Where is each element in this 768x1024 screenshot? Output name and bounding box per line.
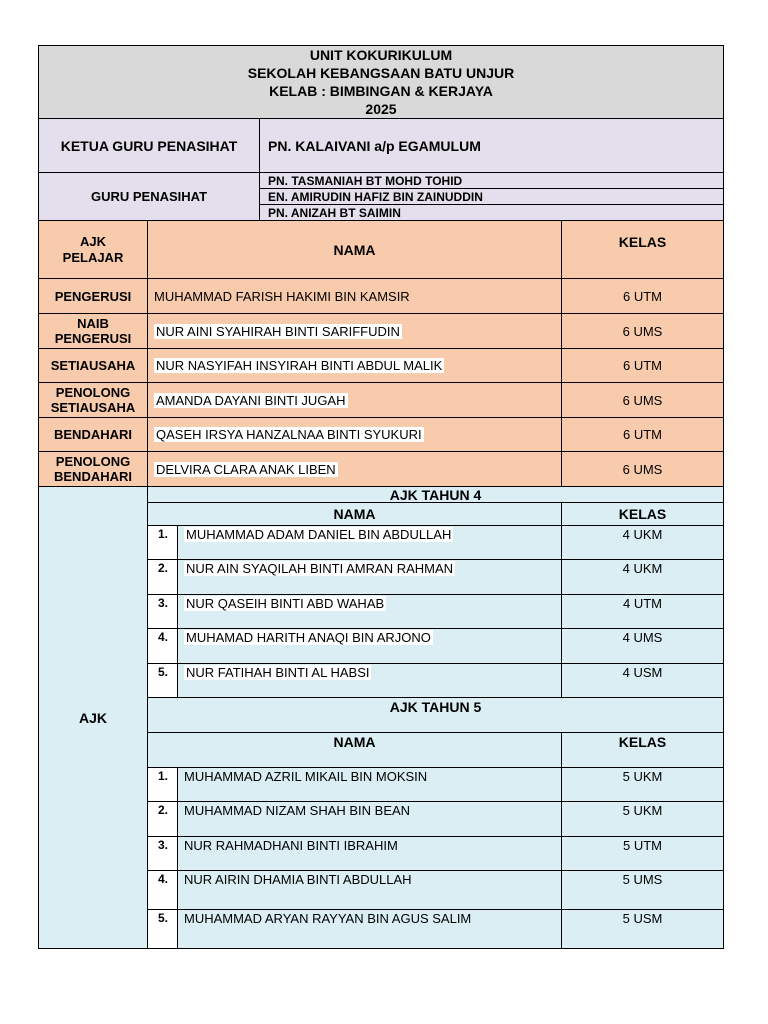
ketua-name: PN. KALAIVANI a/p EGAMULUM (259, 118, 723, 172)
row-number: 1. (147, 525, 177, 559)
member-name-cell (147, 278, 561, 313)
tahun4-nama-header: NAMA (147, 502, 561, 525)
row-number: 4. (147, 870, 177, 909)
member-name-cell (177, 870, 561, 909)
row-number: 2. (147, 801, 177, 836)
member-name-cell (147, 348, 561, 382)
member-name-cell (147, 417, 561, 451)
row-number: 3. (147, 836, 177, 870)
kelas-cell: 6 UTM (561, 278, 723, 313)
role-cell: PENGERUSI (39, 278, 147, 313)
kelas-cell: 4 USM (561, 663, 723, 697)
kelas-cell: 6 UMS (561, 451, 723, 486)
kelas-cell: 4 UKM (561, 525, 723, 559)
ajk-tahun4-title: AJK TAHUN 4 (147, 486, 723, 502)
header-unit: UNIT KOKURIKULUM (309, 47, 453, 63)
member-name-cell (177, 559, 561, 594)
role-cell: PENOLONG SETIAUSAHA (39, 382, 147, 417)
member-name-cell (177, 801, 561, 836)
member-name: NUR RAHMADHANI BINTI IBRAHIM (184, 838, 398, 853)
row-number: 5. (147, 663, 177, 697)
member-name: QASEH IRSYA HANZALNAA BINTI SYUKURI (156, 427, 422, 442)
tahun5-kelas-header: KELAS (561, 732, 723, 767)
member-name: NUR AIRIN DHAMIA BINTI ABDULLAH (184, 872, 412, 887)
kelas-cell: 5 UKM (561, 767, 723, 801)
kelas-cell: 6 UMS (561, 382, 723, 417)
tahun4-kelas-header: KELAS (561, 502, 723, 525)
kelas-cell: 6 UTM (561, 417, 723, 451)
member-name: NUR QASEIH BINTI ABD WAHAB (186, 596, 385, 611)
member-name-cell (177, 836, 561, 870)
member-name: DELVIRA CLARA ANAK LIBEN (156, 461, 336, 477)
row-number: 5. (147, 909, 177, 948)
member-name: NUR AIN SYAQILAH BINTI AMRAN RAHMAN (186, 561, 454, 576)
ketua-label: KETUA GURU PENASIHAT (39, 118, 259, 172)
member-name: NUR AINI SYAHIRAH BINTI SARIFFUDIN (156, 323, 400, 339)
member-name-cell (177, 663, 561, 697)
member-name: MUHAMMAD FARISH HAKIMI BIN KAMSIR (154, 288, 410, 304)
kelas-header: KELAS (561, 220, 723, 278)
member-name-cell (177, 767, 561, 801)
member-name-cell (177, 525, 561, 559)
member-name-cell (147, 313, 561, 348)
ajk-tahun5-title: AJK TAHUN 5 (147, 697, 723, 732)
header-club: KELAB : BIMBINGAN & KERJAYA (269, 83, 493, 99)
role-cell: SETIAUSAHA (39, 348, 147, 382)
kelas-cell: 6 UMS (561, 313, 723, 348)
member-name: MUHAMMAD ADAM DANIEL BIN ABDULLAH (186, 527, 452, 542)
ajk-pelajar-header: AJK PELAJAR (39, 220, 147, 278)
member-name-cell (177, 909, 561, 948)
kelas-cell: 5 UKM (561, 801, 723, 836)
kelas-cell: 5 USM (561, 909, 723, 948)
member-name: AMANDA DAYANI BINTI JUGAH (156, 392, 346, 408)
header-year: 2025 (365, 101, 397, 117)
row-number: 3. (147, 594, 177, 628)
member-name: NUR NASYIFAH INSYIRAH BINTI ABDUL MALIK (156, 358, 443, 373)
member-name: MUHAMAD HARITH ANAQI BIN ARJONO (186, 630, 431, 645)
guru-name-3: PN. ANIZAH BT SAIMIN (259, 204, 723, 220)
ajk-label: AJK (39, 486, 147, 948)
guru-label: GURU PENASIHAT (39, 172, 259, 220)
kelas-cell: 4 UKM (561, 559, 723, 594)
guru-name-2: EN. AMIRUDIN HAFIZ BIN ZAINUDDIN (259, 188, 723, 204)
member-name: NUR FATIHAH BINTI AL HABSI (186, 665, 370, 680)
member-name-cell (177, 628, 561, 663)
kelas-cell: 5 UTM (561, 836, 723, 870)
member-name-cell (147, 382, 561, 417)
kelas-cell: 6 UTM (561, 348, 723, 382)
member-name: MUHAMMAD AZRIL MIKAIL BIN MOKSIN (184, 769, 428, 784)
header-school: SEKOLAH KEBANGSAAN BATU UNJUR (247, 65, 515, 81)
tahun5-nama-header: NAMA (147, 732, 561, 767)
row-number: 1. (147, 767, 177, 801)
guru-name-1: PN. TASMANIAH BT MOHD TOHID (259, 172, 723, 188)
member-name-cell (147, 451, 561, 486)
document-header (39, 46, 723, 118)
member-name: MUHAMMAD ARYAN RAYYAN BIN AGUS SALIM (184, 911, 472, 926)
kelas-cell: 5 UMS (561, 870, 723, 909)
kelas-cell: 4 UTM (561, 594, 723, 628)
nama-header: NAMA (147, 220, 561, 278)
member-name: MUHAMMAD NIZAM SHAH BIN BEAN (184, 803, 411, 818)
role-cell: BENDAHARI (39, 417, 147, 451)
role-cell: NAIB PENGERUSI (39, 313, 147, 348)
row-number: 2. (147, 559, 177, 594)
member-name-cell (177, 594, 561, 628)
role-cell: PENOLONG BENDAHARI (39, 451, 147, 486)
kelas-cell: 4 UMS (561, 628, 723, 663)
committee-sheet (38, 45, 724, 949)
row-number: 4. (147, 628, 177, 663)
